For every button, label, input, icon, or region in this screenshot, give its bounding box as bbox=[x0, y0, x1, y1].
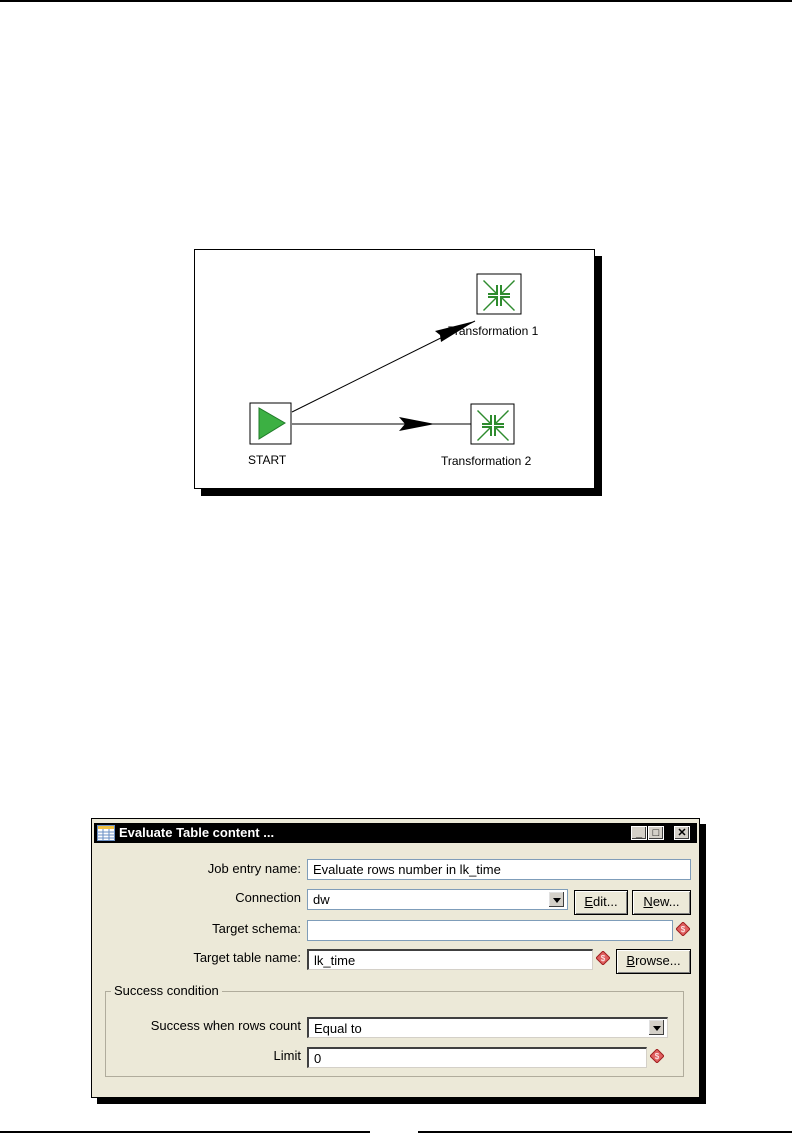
connection-label: Connection bbox=[235, 890, 301, 905]
target-table-label: Target table name: bbox=[193, 950, 301, 965]
table-icon bbox=[97, 825, 115, 841]
browse-button[interactable]: Browse... bbox=[616, 949, 691, 974]
success-condition-title: Success condition bbox=[111, 983, 222, 999]
job-entry-name-input[interactable]: Evaluate rows number in lk_time bbox=[307, 859, 691, 880]
bottom-rule-right bbox=[418, 1131, 792, 1133]
job-entry-name-label: Job entry name: bbox=[207, 861, 301, 876]
connection-select[interactable] bbox=[307, 889, 568, 910]
job-diagram bbox=[195, 250, 596, 490]
variable-diamond-icon bbox=[650, 1049, 664, 1063]
rows-count-dropdown-icon[interactable] bbox=[648, 1019, 665, 1036]
variable-diamond-icon bbox=[596, 951, 610, 965]
svg-text:$: $ bbox=[680, 925, 686, 934]
transformation2-node[interactable] bbox=[441, 404, 532, 468]
connection-dropdown-icon[interactable] bbox=[548, 891, 565, 908]
maximize-button[interactable] bbox=[648, 826, 664, 840]
variable-diamond-icon bbox=[676, 922, 690, 936]
dialog-title: Evaluate Table content ... bbox=[119, 825, 275, 840]
success-rows-count-select[interactable] bbox=[307, 1017, 668, 1038]
edit-button[interactable]: Edit... bbox=[574, 890, 628, 915]
top-rule bbox=[0, 0, 792, 2]
transformation1-label: Transformation 1 bbox=[448, 324, 539, 338]
dialog-titlebar[interactable] bbox=[94, 823, 697, 843]
close-button[interactable] bbox=[674, 826, 690, 840]
target-table-input[interactable]: lk_time bbox=[307, 949, 593, 970]
evaluate-table-dialog bbox=[91, 818, 700, 1098]
maximize-icon: □ bbox=[652, 827, 660, 839]
bottom-rule-left bbox=[0, 1131, 370, 1133]
start-node[interactable] bbox=[248, 403, 291, 467]
svg-text:$: $ bbox=[654, 1052, 660, 1061]
target-schema-label: Target schema: bbox=[212, 921, 301, 936]
job-canvas[interactable] bbox=[194, 249, 595, 489]
limit-label: Limit bbox=[273, 1048, 301, 1063]
svg-text:$: $ bbox=[600, 954, 606, 963]
connection-value: dw bbox=[313, 892, 330, 907]
new-button[interactable]: New... bbox=[632, 890, 691, 915]
limit-input[interactable]: 0 bbox=[307, 1047, 647, 1068]
minimize-icon: _ bbox=[635, 827, 643, 839]
target-schema-input[interactable] bbox=[307, 920, 673, 941]
transformation2-label: Transformation 2 bbox=[441, 454, 532, 468]
success-rows-count-value: Equal to bbox=[314, 1021, 362, 1036]
minimize-button[interactable] bbox=[631, 826, 647, 840]
transformation1-node[interactable] bbox=[448, 274, 539, 338]
success-rows-count-label: Success when rows count bbox=[150, 1018, 301, 1033]
close-icon: ✕ bbox=[677, 827, 687, 839]
start-node-label: START bbox=[248, 453, 287, 467]
